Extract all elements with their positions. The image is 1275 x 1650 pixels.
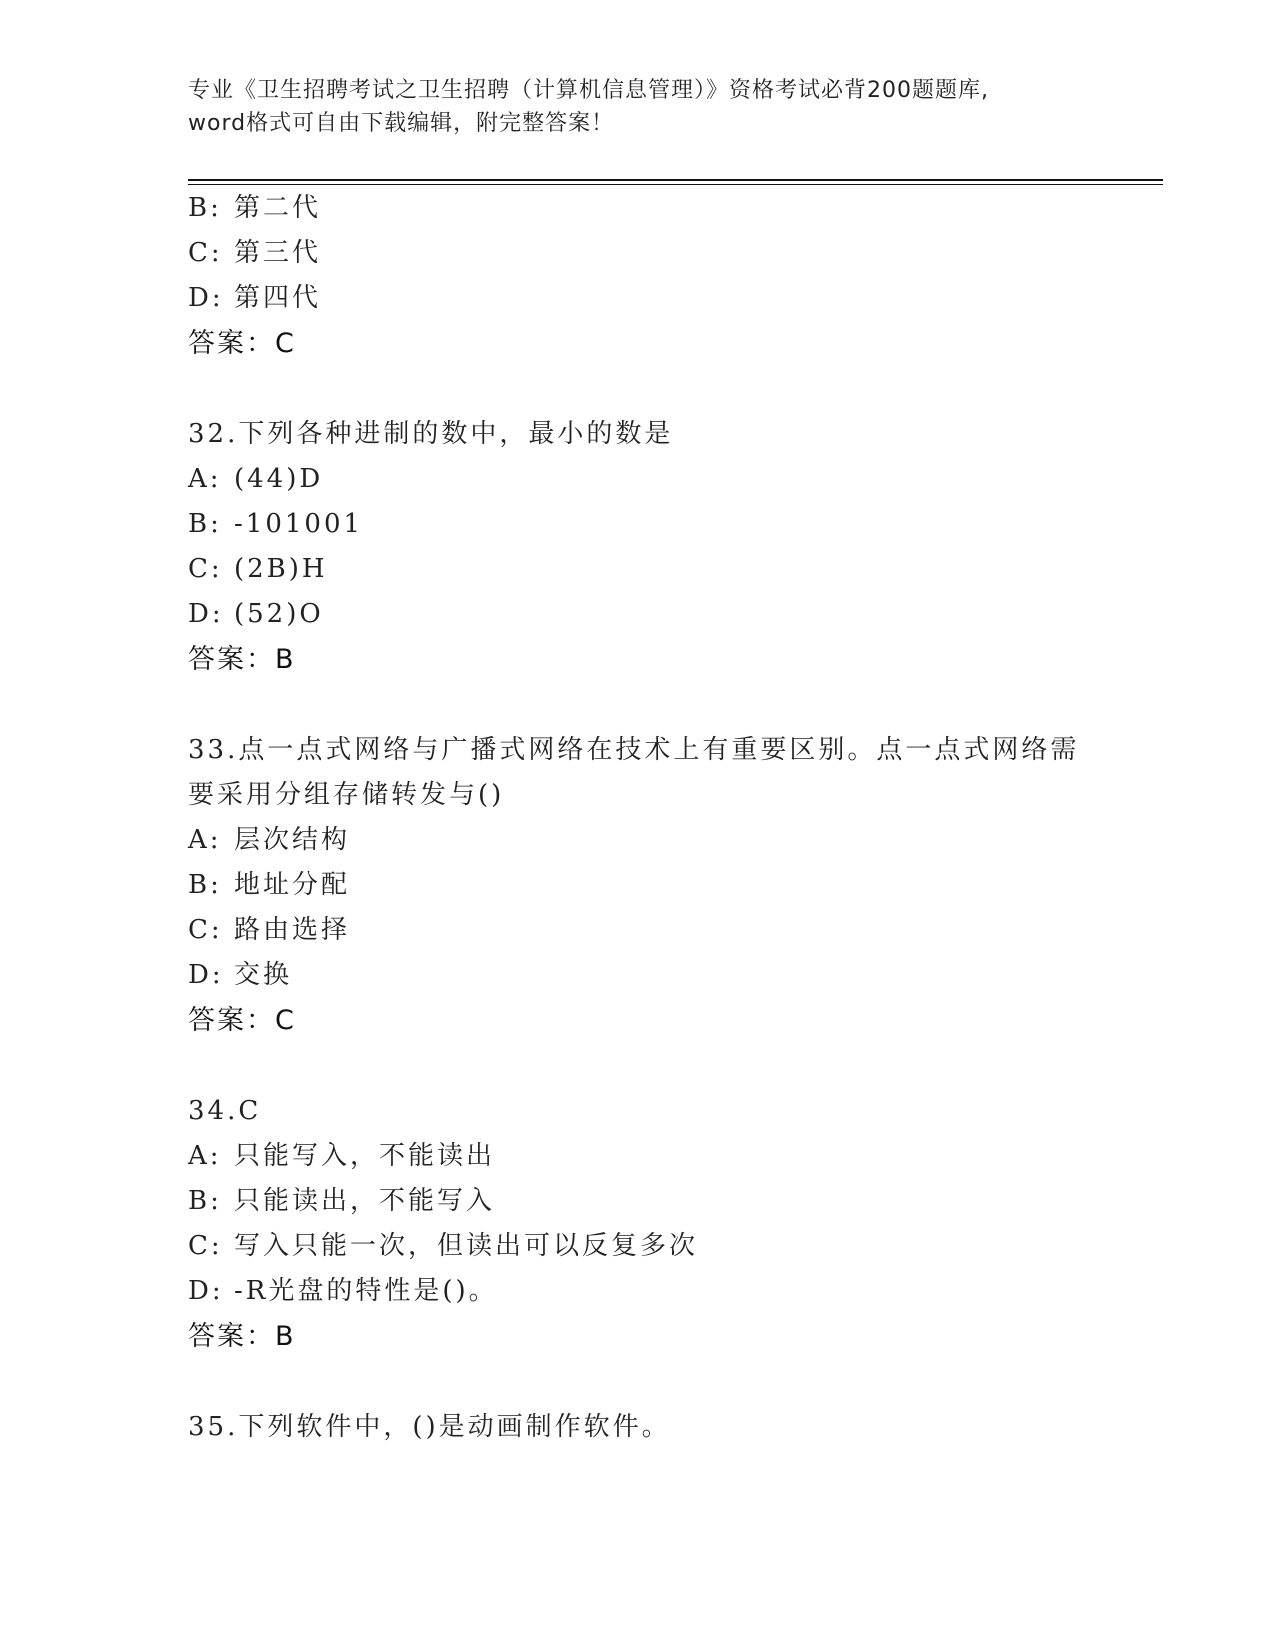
q34-answer: 答案：B bbox=[188, 1321, 296, 1352]
q33-option-d bbox=[188, 958, 292, 992]
q31-option-b bbox=[188, 191, 321, 225]
option-label: A: bbox=[188, 464, 222, 494]
option-text: 第四代 bbox=[234, 283, 322, 313]
q34-option-d bbox=[188, 1274, 498, 1308]
option-text: 写入只能一次，但读出可以反复多次 bbox=[234, 1231, 699, 1261]
option-text: 只能读出，不能写入 bbox=[234, 1186, 496, 1216]
option-text: (2B)H bbox=[234, 554, 328, 584]
q31-option-c bbox=[188, 236, 321, 270]
option-label: D: bbox=[188, 960, 224, 990]
option-label: C: bbox=[188, 554, 223, 584]
option-label: B: bbox=[188, 870, 222, 900]
header-line-2: word格式可自由下载编辑，附完整答案！ bbox=[188, 111, 615, 136]
q31-answer: 答案：C bbox=[188, 328, 296, 359]
q33-option-c bbox=[188, 913, 350, 947]
option-text: 路由选择 bbox=[234, 915, 351, 945]
q33-option-b bbox=[188, 868, 350, 902]
option-label: B: bbox=[188, 193, 222, 223]
option-label: C: bbox=[188, 1231, 223, 1261]
q32-answer: 答案：B bbox=[188, 644, 296, 675]
option-text: (44)D bbox=[234, 464, 324, 494]
option-label: A: bbox=[188, 1141, 222, 1171]
header-divider-thin bbox=[188, 184, 1163, 185]
option-text: (52)O bbox=[234, 599, 324, 629]
q33-answer: 答案：C bbox=[188, 1005, 296, 1036]
q32-option-b bbox=[188, 507, 363, 541]
option-text: 只能写入，不能读出 bbox=[234, 1141, 496, 1171]
q34-option-c bbox=[188, 1229, 698, 1263]
q34-option-a bbox=[188, 1139, 495, 1173]
option-text: 第二代 bbox=[234, 193, 322, 223]
q32-option-c bbox=[188, 552, 328, 586]
header-line-1: 专业《卫生招聘考试之卫生招聘（计算机信息管理）》资格考试必背200题题库, bbox=[188, 78, 989, 103]
option-text: 地址分配 bbox=[234, 870, 351, 900]
q34-option-b bbox=[188, 1184, 495, 1218]
option-label: D: bbox=[188, 599, 224, 629]
q32-title: 32.下列各种进制的数中，最小的数是 bbox=[188, 419, 674, 449]
q34-title: 34.C bbox=[188, 1096, 262, 1126]
option-label: C: bbox=[188, 915, 223, 945]
option-label: B: bbox=[188, 1186, 222, 1216]
document-header bbox=[188, 74, 1088, 140]
option-label: D: bbox=[188, 283, 224, 313]
header-divider-thick bbox=[188, 179, 1163, 181]
q32-option-a bbox=[188, 462, 323, 496]
q33-title-line-1: 33.点一点式网络与广播式网络在技术上有重要区别。点一点式网络需 bbox=[188, 735, 1080, 765]
option-label: D: bbox=[188, 1276, 224, 1306]
q31-option-d bbox=[188, 281, 321, 315]
option-text: -101001 bbox=[234, 509, 364, 539]
option-text: -R光盘的特性是()。 bbox=[234, 1276, 498, 1306]
option-label: C: bbox=[188, 238, 223, 268]
option-text: 交换 bbox=[234, 960, 293, 990]
option-label: A: bbox=[188, 825, 222, 855]
option-text: 层次结构 bbox=[234, 825, 351, 855]
option-label: B: bbox=[188, 509, 222, 539]
option-text: 第三代 bbox=[234, 238, 322, 268]
q33-option-a bbox=[188, 823, 350, 857]
q35-title: 35.下列软件中，()是动画制作软件。 bbox=[188, 1412, 671, 1442]
q33-title-line-2: 要采用分组存储转发与() bbox=[188, 780, 505, 810]
q32-option-d bbox=[188, 597, 324, 631]
